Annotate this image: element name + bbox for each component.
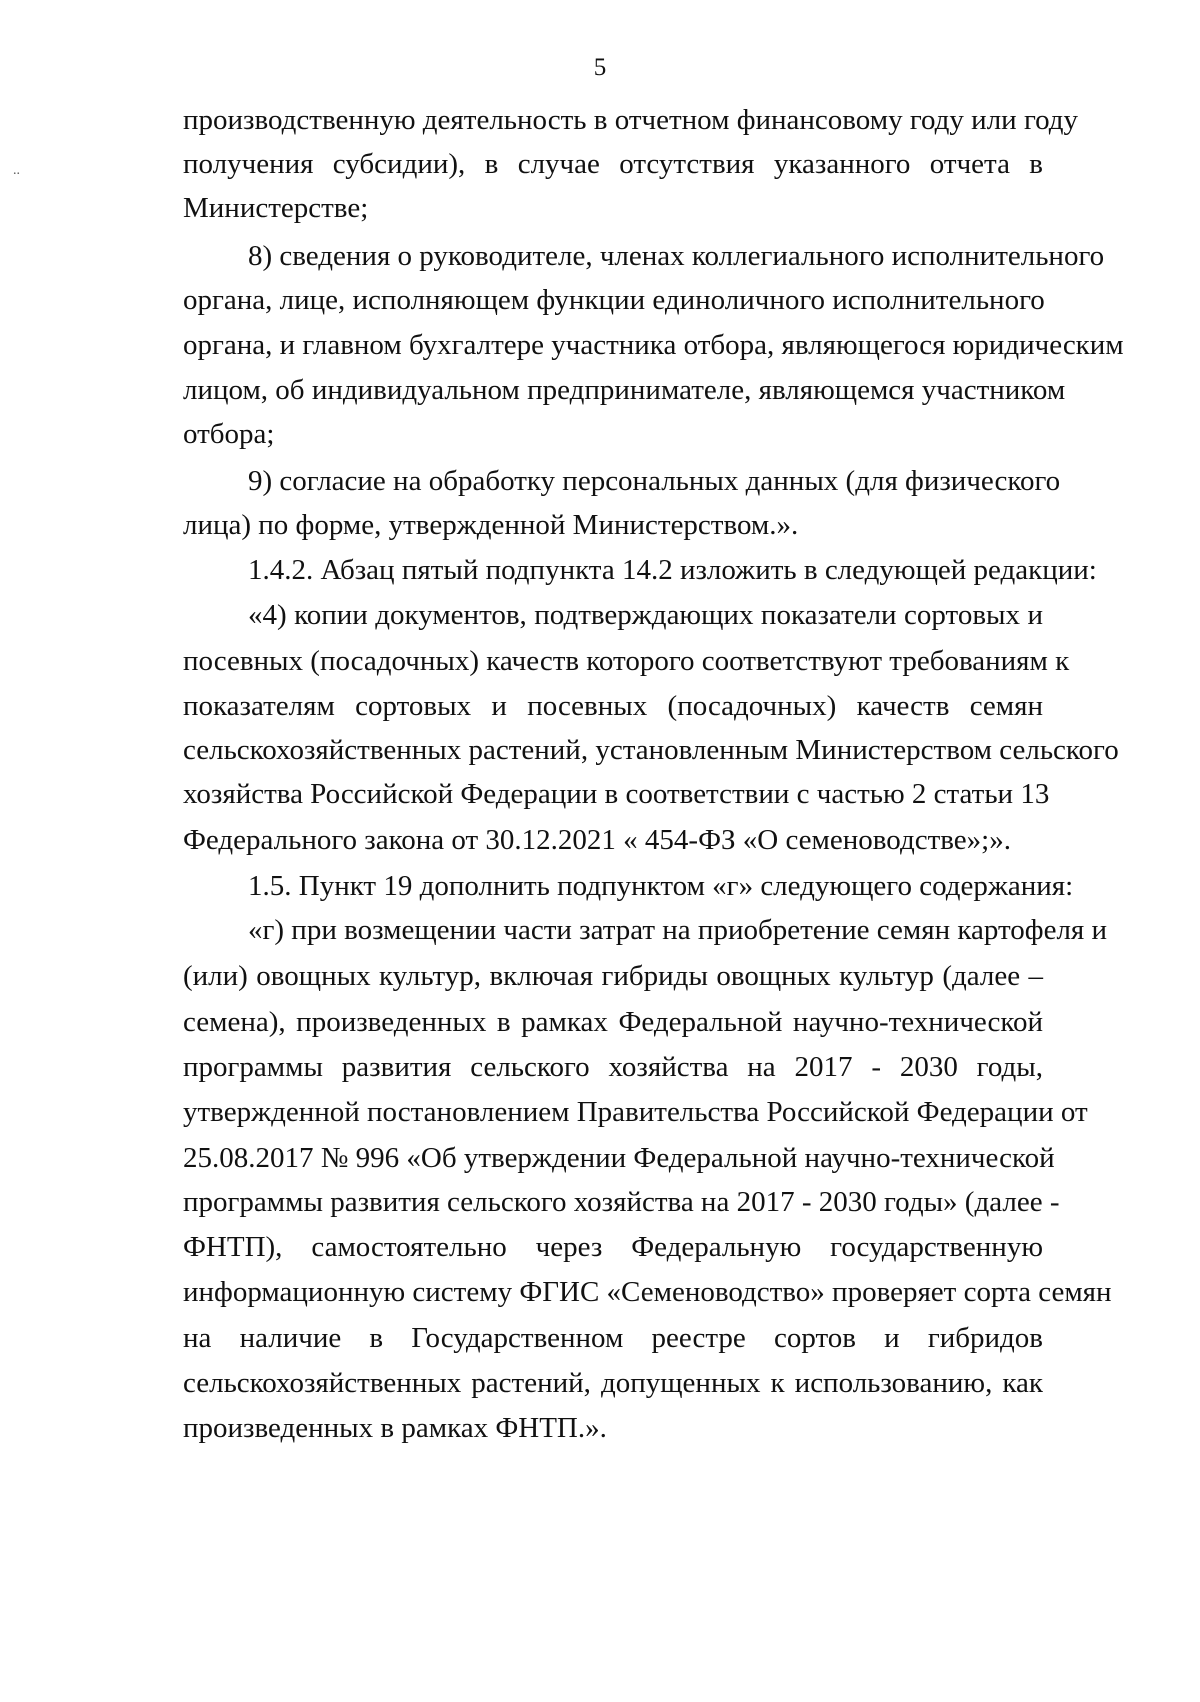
text-line: ФНТП), самостоятельно через Федеральную государственную [183,1231,1043,1263]
text-line: Федерального закона от 30.12.2021 « 454-ФЗ «О семеноводстве»;». [183,824,1011,856]
text-line: программы развития сельского хозяйства на 2017 - 2030 годы» (далее - [183,1186,1060,1218]
text-line: 9) согласие на обработку персональных данных (для физического [248,465,1061,497]
text-line: органа, лице, исполняющем функции единоличного исполнительного [183,284,1045,316]
text-line: производственную деятельность в отчетном финансовому году или году [183,104,1079,136]
text-line: произведенных в рамках ФНТП.». [183,1412,607,1444]
text-line: лица) по форме, утвержденной Министерством.». [183,509,799,541]
text-line: сельскохозяйственных растений, допущенных к использованию, как [183,1367,1043,1399]
text-line: «г) при возмещении части затрат на приобретение семян картофеля и [248,914,1108,946]
text-line: показателям сортовых и посевных (посадочных) качеств семян [183,690,1043,722]
text-line: (или) овощных культур, включая гибриды овощных культур (далее – [183,960,1043,992]
text-line: на наличие в Государственном реестре сортов и гибридов [183,1322,1043,1354]
text-line: информационную систему ФГИС «Семеноводство» проверяет сорта семян [183,1276,1112,1308]
page-number: 5 [593,54,607,81]
text-line: утвержденной постановлением Правительства Российской Федерации от [183,1096,1088,1128]
text-line: 1.4.2. Абзац пятый подпункта 14.2 изложить в следующей редакции: [248,554,1097,586]
text-line: программы развития сельского хозяйства на 2017 - 2030 годы, [183,1051,1043,1083]
text-line: Министерстве; [183,192,369,224]
text-line: органа, и главном бухгалтере участника отбора, являющегося юридическим [183,329,1124,361]
text-line: 25.08.2017 № 996 «Об утверждении Федеральной научно-технической [183,1142,1055,1174]
margin-mark: .. [13,163,20,178]
text-line: «4) копии документов, подтверждающих показатели сортовых и [248,599,1043,631]
text-line: хозяйства Российской Федерации в соответствии с частью 2 статьи 13 [183,778,1050,810]
text-line: лицом, об индивидуальном предпринимателе, являющемся участником [183,374,1066,406]
text-line: семена), произведенных в рамках Федеральной научно-технической [183,1006,1043,1038]
text-line: получения субсидии), в случае отсутствия указанного отчета в [183,148,1043,180]
text-line: сельскохозяйственных растений, установленным Министерством сельского [183,734,1119,766]
text-line: посевных (посадочных) качеств которого соответствуют требованиям к [183,645,1070,677]
text-line: 1.5. Пункт 19 дополнить подпунктом «г» следующего содержания: [248,870,1074,902]
text-line: отбора; [183,418,275,450]
text-line: 8) сведения о руководителе, членах коллегиального исполнительного [248,240,1105,272]
